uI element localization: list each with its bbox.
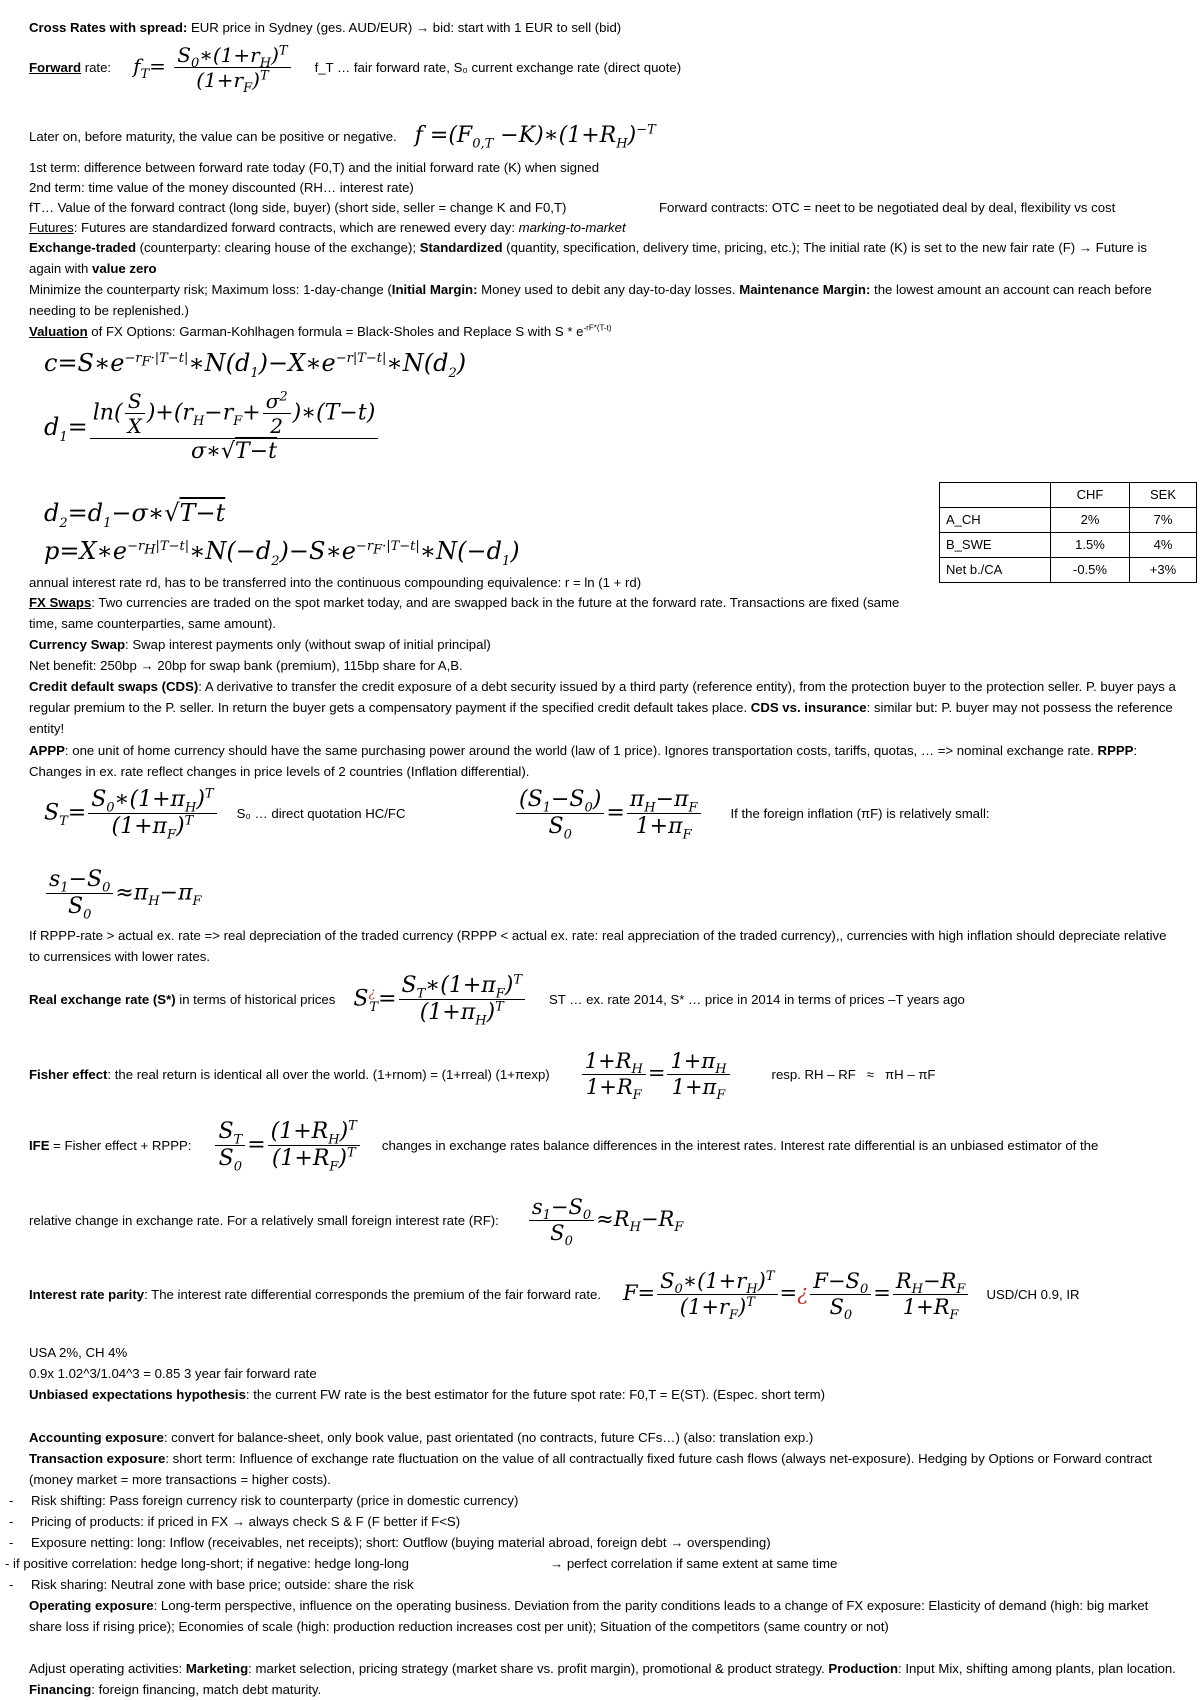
interest-rate-table [939,482,1197,583]
ife-text: = Fisher effect + RPPP: [49,1138,192,1153]
futures-line [29,217,626,238]
rppp-formula-line [44,786,406,843]
table-row [940,483,1197,508]
irp-text: : The interest rate differential corresponds the premium of the fair forward rate. [144,1287,601,1302]
financing-label: Financing [29,1682,92,1697]
minimize-text2: Money used to debit any day-to-day losses. [477,282,740,297]
cross-rates-label: Cross Rates with spread: [29,20,188,35]
forward-eq: = [149,54,166,78]
relative-change-text: relative change in exchange rate. For a relatively small foreign interest rate (RF): [29,1213,499,1228]
valuation-line [29,321,612,342]
bullet-risk-sharing-text: Risk sharing: Neutral zone with base price; outside: share the risk [31,1577,414,1592]
adjust-text4: : foreign financing, match debt maturity. [91,1682,322,1697]
rppp-label: RPPP [1097,743,1134,758]
fisher-formula: $\frac{1+R_H}{1+R_F}$ = $\frac{1+\pi_H}{1+\pi_F}$ [580,1051,732,1098]
bullet-risk-shifting: - Risk shifting: Pass foreign currency risk to counterparty (price in domestic currency) [9,1493,519,1508]
valuation-text: of FX Options: Garman-Kohlhagen formula = Black-Sholes and Replace S with S * e [87,324,584,339]
table-cell: 4% [1130,533,1197,558]
operating-text: : Long-term perspective, influence on the operating business. Deviation from the parity conditions leads to a change of FX exposure: Elasticity of demand (high: big market share loss if rising price); Economies of scale (high: production reduction increases cost per unit); Situation of the competitors (same country or not) [29,1598,1149,1634]
minimize-text1: Minimize the counterparty risk; Maximum loss: 1-day-change ( [29,282,392,297]
forward-rate-formula: $f_T=$ $\frac{S_0∗(1+r_H)^T}{(1+r_F)^T}$ [133,45,292,90]
ueh-text: : the current FW rate is the best estimator for the future spot rate: F0,T = E(ST). (Espec. short term) [245,1387,826,1402]
cross-rates-line [29,17,621,38]
production-label: Production [828,1661,899,1676]
forward-label: Forward [29,60,82,75]
cds-text2: : similar but: P. buyer may not possess the reference entity! [29,700,1173,736]
cds-label: Credit default swaps (CDS) [29,679,199,694]
adjust-paragraph [29,1658,1179,1700]
table-header-cell: SEK [1130,483,1197,508]
rppp-note1: S₀ … direct quotation HC/FC [236,806,406,821]
appp-text1: : one unit of home currency should have the same purchasing power around the world (law of 1 price). Ignores transportation costs, tariffs, quotas, … => nominal exchange rate. [64,743,1098,758]
table-row [940,508,1197,533]
d1-formula: $d_1=$ ln( $\frac{S}{X}$ )$+(r_H-r_F+$ $\frac{\sigma^2}{2}$ )∗(T−t) σ∗√T−t [44,391,380,463]
bullet-exposure-netting-text: Exposure netting: long: Inflow (receivables, net receipts); short: Outflow (buying material abroad, foreign debt → overspending) [31,1535,771,1550]
appp-text2: : Changes in ex. rate reflect changes in price levels of 2 countries (Inflation differential). [29,743,1138,779]
second-term-text: 2nd term: time value of the money discounted (RH… interest rate) [29,180,414,195]
marketing-label: Marketing [185,1661,249,1676]
table-cell: B_SWE [940,533,1051,558]
table-header-cell [940,483,1051,508]
exchange-traded-text1: (counterparty: clearing house of the exchange); [136,240,420,255]
d2-formula: $d_2=d_1-\sigma∗√T-t$ [44,499,226,531]
real-rate-label: Real exchange rate (S*) [29,992,176,1007]
bullet-pricing-text: Pricing of products: if priced in FX → always check S & F (F better if F<S) [31,1514,461,1529]
transaction-label: Transaction exposure [29,1451,166,1466]
valuation-label: Valuation [29,324,88,339]
operating-label: Operating exposure [29,1598,154,1613]
ife-formula: $\frac{S_T}{S_0}$ = $\frac{(1+R_H)^T}{(1+R_F)^T}$ [213,1121,361,1170]
minimize-paragraph [29,279,1179,321]
adjust-text1: Adjust operating activities: [29,1661,186,1676]
table-cell: 7% [1130,508,1197,533]
currency-swap-line [29,634,491,655]
fisher-label: Fisher effect [29,1067,108,1082]
bullet-risk-sharing: - Risk sharing: Neutral zone with base price; outside: share the risk [9,1577,414,1592]
accounting-label: Accounting exposure [29,1430,164,1445]
futures-text: : Futures are standardized forward contracts, which are renewed every day: [73,220,519,235]
appp-paragraph [29,740,1179,782]
ife-label: IFE [29,1138,50,1153]
real-rate-line [29,972,965,1029]
ueh-line [29,1384,825,1405]
irp-formula: F= $\frac{S_0∗(1+r_H)^T}{(1+r_F)^T}$ =¿ $\frac{F-S_0}{S_0}$ = $\frac{R_H-R_F}{1+R_F}$ [623,1271,970,1318]
minimize-text3: the lowest amount an account can reach before needing to be replenished.) [29,282,1152,318]
usa-ch-text: USA 2%, CH 4% [29,1345,128,1360]
table-row [940,558,1197,583]
rppp-change-formula: $\frac{(S_1-S_0)}{S_0}$ = $\frac{\pi_H-\pi_F}{1+\pi_F}$ [514,789,703,838]
cds-paragraph [29,676,1179,739]
later-on-line [29,122,656,152]
initial-margin-label: Initial Margin: [391,282,478,297]
fisher-line [29,1049,936,1104]
operating-paragraph [29,1595,1179,1637]
bullet-pricing: - Pricing of products: if priced in FX → always check S & F (F better if F<S) [9,1514,461,1529]
value-zero-label: value zero [92,261,157,276]
exchange-traded-paragraph [29,237,1179,279]
net-benefit-text: Net benefit: 250bp → 20bp for swap bank (premium), 115bp share for A,B. [29,658,463,673]
table-cell: +3% [1130,558,1197,583]
forward-rate-note: f_T … fair forward rate, S₀ current exchange rate (direct quote) [314,60,682,75]
forward-lhs-sub: T [140,67,150,82]
annual-rate-text: annual interest rate rd, has to be transferred into the continuous compounding equivalence: r = ln (1 + rd) [29,575,642,590]
table-cell: A_CH [940,508,1051,533]
valuation-sup: -rF*(T-t) [583,323,612,333]
call-formula: $c=S∗e^{-r_F\cdot|T-t|}∗N(d_1)-X∗e^{-r|T-t|}∗N(d_2)$ [44,349,467,381]
ife-line [29,1118,1189,1175]
bullet-correlation-text: - if positive correlation: hedge long-short; if negative: hedge long-long [5,1556,409,1571]
adjust-text3: : Input Mix, shifting among plants, plan location. [898,1661,1176,1676]
fx-swaps-label: FX Swaps [29,595,92,610]
real-rate-text: in terms of historical prices [175,992,336,1007]
irp-label: Interest rate parity [29,1287,145,1302]
fisher-text: : the real return is identical all over the world. (1+rnom) = (1+rreal) (1+πexp) [107,1067,550,1082]
cross-rates-text: EUR price in Sydney (ges. AUD/EUR) → bid: start with 1 EUR to sell (bid) [190,20,622,35]
relative-change-formula: $\frac{s_1-S_0}{S_0}$ $\approx R_H-R_F$ [527,1197,684,1244]
rppp-formula: $S_T=$ $\frac{S_0∗(1+\pi_H)^T}{(1+\pi_F)^T}$ [44,789,219,838]
irp-after-text: USD/CH 0.9, IR [986,1287,1080,1302]
table-cell: Net b./CA [940,558,1051,583]
real-rate-formula: $S^¿_T=$ $\frac{S_T∗(1+\pi_F)^T}{(1+\pi_H)^T}$ [353,975,527,1024]
later-on-text: Later on, before maturity, the value can be positive or negative. [29,128,397,144]
cds-vs-insurance-label: CDS vs. insurance [750,700,867,715]
rppp-change-line [514,787,990,843]
maintenance-margin-label: Maintenance Margin: [739,282,871,297]
rppp-rate-paragraph: If RPPP-rate > actual ex. rate => real depreciation of the traded currency (RPPP < actual ex. rate: real appreciation of the traded currency),, currencies with high inflation should depreciate relative to currensices with lower rates. [29,928,1167,964]
transaction-paragraph [29,1448,1179,1490]
first-term-text: 1st term: difference between forward rate today (F0,T) and the initial forward rate (K) when signed [29,160,600,175]
accounting-text: : convert for balance-sheet, only book value, past orientated (no contracts, future CFs…) (also: translation exp.) [163,1430,814,1445]
forward-contracts-otc-text: Forward contracts: OTC = neet to be negotiated deal by deal, flexibility vs cost [659,200,1116,215]
fx-swaps-text: : Two currencies are traded on the spot market today, and are swapped back in the future at the forward rate. Transactions are fixed (same time, same counterparties, same amount). [29,595,900,631]
accounting-line [29,1427,813,1448]
ife-after-text: changes in exchange rates balance differences in the interest rates. Interest rate differential is an unbiased estimator of the [381,1138,1099,1153]
adjust-text2: : market selection, pricing strategy (market share vs. profit margin), promotional & product strategy. [248,1661,829,1676]
transaction-text: : short term: Influence of exchange rate fluctuation on the value of all contractually fixed future cash flows (always net-exposure). Hedging by Options or Forward contract (money market = more transactions = higher costs). [29,1451,1152,1487]
rppp-note2: If the foreign inflation (πF) is relatively small: [730,806,990,821]
bullet-perfect-correlation-text: → perfect correlation if same extent at same time [550,1556,838,1571]
fisher-resp: resp. RH – RF ≈ πH – πF [771,1067,936,1082]
cds-text1: : A derivative to transfer the credit exposure of a debt security issued by a third party (reference entity), from the protection buyer to the protection seller. P. buyer pays a regular premium to the P. seller. In return the buyer gets a compensatory payment if the specified credit default takes place. [29,679,1176,715]
irp-line [29,1269,1189,1324]
put-formula: $p=X∗e^{-r_H|T-t|}∗N(-d_2)-S∗e^{-r_F\cdot|T-t|}∗N(-d_1)$ [44,537,520,569]
forward-contract-value-text: fT… Value of the forward contract (long side, buyer) (short side, seller = change K and F0,T) [29,200,567,215]
exchange-traded-label: Exchange-traded [29,240,136,255]
table-row [940,533,1197,558]
relative-change-line [29,1195,684,1250]
forward-label-rest: rate: [81,60,112,75]
forward-contract-value-line [29,197,1116,218]
ueh-label: Unbiased expectations hypothesis [29,1387,246,1402]
futures-label: Futures [29,220,74,235]
rppp-approx-formula: $\frac{s_1-S_0}{S_0}$ $\approx\pi_H-\pi_F$ [44,869,202,918]
table-cell: 2% [1051,508,1130,533]
exchange-traded-text2: (quantity, specification, delivery time, pricing, etc.); The initial rate (K) is set to the new fair rate (F) → Future is again with [29,240,1147,276]
table-cell: 1.5% [1051,533,1130,558]
table-header-cell: CHF [1051,483,1130,508]
table-cell: -0.5% [1051,558,1130,583]
bullet-correlation [5,1553,838,1574]
bullet-risk-shifting-text: Risk shifting: Pass foreign currency risk to counterparty (price in domestic currency) [31,1493,519,1508]
forward-lhs: f [133,54,141,78]
forward-rate-line [29,43,682,96]
currency-swap-text: : Swap interest payments only (without swap of initial principal) [125,637,491,652]
appp-label: APPP [29,743,65,758]
bullet-exposure-netting: - Exposure netting: long: Inflow (receivables, net receipts); short: Outflow (buying material abroad, foreign debt → overspending) [9,1535,771,1550]
standardized-label: Standardized [419,240,503,255]
forward-value-formula: $f =(F_{0,T}$ $-K)∗(1+R_H)^{-T}$ [414,122,656,152]
currency-swap-label: Currency Swap [29,637,126,652]
fair-forward-calc: 0.9x 1.02^3/1.04^3 = 0.85 3 year fair forward rate [29,1366,317,1381]
real-rate-note: ST … ex. rate 2014, S* … price in 2014 in terms of prices –T years ago [549,992,965,1007]
futures-italic: marking-to-market [518,220,626,235]
fx-swaps-paragraph [29,592,929,634]
